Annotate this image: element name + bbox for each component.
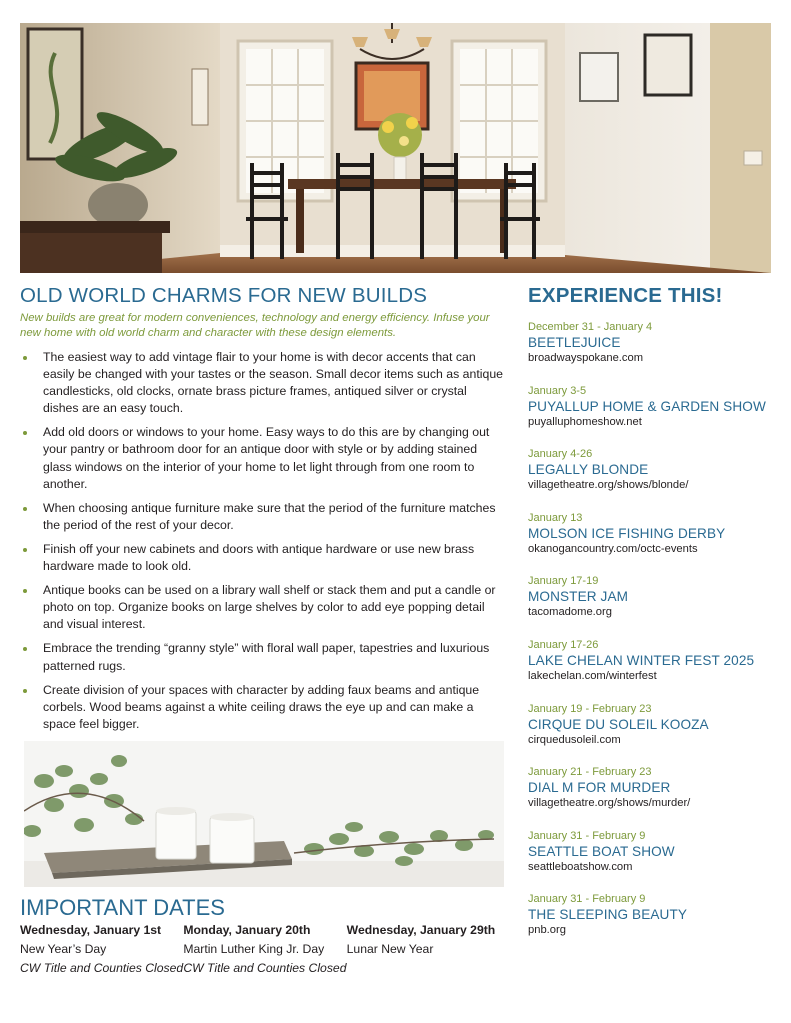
article-intro: New builds are great for modern conveniences, technology and energy efficiency. Infuse your new home with old world charm and character with these design elements. bbox=[20, 312, 490, 339]
date-item bbox=[20, 921, 183, 978]
event-dates: January 19 - February 23 bbox=[528, 702, 652, 715]
event-link[interactable]: tacomadome.org bbox=[528, 606, 612, 619]
event-dates: January 3-5 bbox=[528, 384, 587, 397]
list-item bbox=[20, 582, 505, 633]
important-dates-list bbox=[20, 921, 510, 978]
dining-room-photo bbox=[20, 23, 771, 273]
event-dates: January 4-26 bbox=[528, 448, 593, 461]
event-dates: January 17-19 bbox=[528, 575, 599, 588]
date-item bbox=[183, 921, 346, 978]
event-name: PUYALLUP HOME & GARDEN SHOW bbox=[528, 398, 766, 414]
event-name: BEETLEJUICE bbox=[528, 335, 621, 350]
list-item-text: Create division of your spaces with character by adding faux beams and antique corbels. Wood beams against a white ceiling draws the eye up and can make a space feel bigger. bbox=[43, 682, 480, 731]
date-label: Wednesday, January 29th bbox=[346, 923, 496, 937]
event-item bbox=[528, 320, 778, 384]
event-dates: January 13 bbox=[528, 511, 583, 524]
event-item bbox=[528, 574, 778, 638]
list-item-text: When choosing antique furniture make sure that the period of the furniture matches the period of the rest of your decor. bbox=[43, 500, 496, 532]
event-name: MONSTER JAM bbox=[528, 589, 629, 605]
candles-eucalyptus-photo bbox=[24, 741, 504, 887]
event-name: LAKE CHELAN WINTER FEST 2025 bbox=[528, 652, 755, 668]
event-item bbox=[528, 829, 778, 893]
date-item bbox=[347, 921, 510, 978]
bullet-icon bbox=[23, 431, 27, 435]
events-list bbox=[528, 320, 778, 956]
date-label: Wednesday, January 1st bbox=[20, 923, 162, 937]
event-link[interactable]: villagetheatre.org/shows/blonde/ bbox=[528, 479, 689, 492]
list-item-text: Embrace the trending “granny style” with floral wall paper, tapestries and luxurious patterned rugs. bbox=[43, 641, 490, 673]
event-dates: December 31 - January 4 bbox=[528, 321, 653, 333]
holiday-name: New Year’s Day bbox=[20, 942, 107, 956]
holiday-name: Martin Luther King Jr. Day bbox=[183, 942, 325, 956]
bullet-icon bbox=[23, 589, 27, 593]
list-item-text: Antique books can be used on a library wall shelf or stack them and put a candle or photo on top. Organize books on large shelves by color to add eye popping detail and visual interest. bbox=[43, 583, 496, 632]
event-link[interactable]: broadwayspokane.com bbox=[528, 352, 644, 364]
events-sidebar bbox=[528, 283, 778, 956]
event-item bbox=[528, 765, 778, 829]
event-item bbox=[528, 384, 778, 448]
list-item bbox=[20, 349, 505, 417]
event-item bbox=[528, 638, 778, 702]
event-dates: January 17-26 bbox=[528, 638, 599, 651]
bullet-icon bbox=[23, 356, 27, 360]
bullet-icon bbox=[23, 647, 27, 651]
bullet-icon bbox=[23, 548, 27, 552]
closure-note: CW Title and Counties Closed bbox=[20, 961, 184, 975]
event-name: THE SLEEPING BEAUTY bbox=[528, 907, 688, 923]
event-link[interactable]: pnb.org bbox=[528, 924, 566, 937]
event-dates: January 31 - February 9 bbox=[528, 829, 646, 842]
important-dates bbox=[20, 895, 510, 978]
event-dates: January 31 - February 9 bbox=[528, 893, 646, 906]
event-name: SEATTLE BOAT SHOW bbox=[528, 843, 675, 859]
event-link[interactable]: cirquedusoleil.com bbox=[528, 733, 621, 746]
bullet-icon bbox=[23, 507, 27, 511]
list-item bbox=[20, 682, 505, 733]
event-link[interactable]: lakechelan.com/winterfest bbox=[528, 669, 657, 682]
event-item bbox=[528, 447, 778, 511]
date-label: Monday, January 20th bbox=[183, 923, 311, 937]
article-headline: OLD WORLD CHARMS FOR NEW BUILDS bbox=[20, 284, 428, 307]
list-item-text: Finish off your new cabinets and doors with antique hardware or use new brass hardware made to look old. bbox=[43, 541, 475, 574]
list-item bbox=[20, 500, 505, 534]
event-item bbox=[528, 892, 778, 956]
article bbox=[20, 283, 505, 740]
list-item-text: The easiest way to add vintage flair to your home is with decor accents that can easily be changed with your tastes or the season. Small decor items such as antique candlesticks, old clocks, ornate brass picture frames, antiqued silver or crystal dishes are an easy touch. bbox=[43, 350, 504, 416]
event-item bbox=[528, 702, 778, 766]
experience-title: EXPERIENCE THIS! bbox=[528, 284, 723, 307]
closure-note: CW Title and Counties Closed bbox=[183, 961, 347, 975]
list-item-text: Add old doors or windows to your home. Easy ways to do this are by changing out your pantry or bathroom door for an antique door with style or by adding stained glass windows on the interior of your home to let light through from one room to another. bbox=[43, 425, 490, 491]
event-name: LEGALLY BLONDE bbox=[528, 462, 649, 478]
event-name: MOLSON ICE FISHING DERBY bbox=[528, 525, 726, 541]
event-dates: January 21 - February 23 bbox=[528, 766, 652, 779]
tips-list bbox=[20, 349, 505, 733]
event-link[interactable]: villagetheatre.org/shows/murder/ bbox=[528, 797, 691, 810]
event-link[interactable]: puyalluphomeshow.net bbox=[528, 415, 642, 428]
list-item bbox=[20, 424, 505, 492]
bullet-icon bbox=[23, 689, 27, 693]
event-name: CIRQUE DU SOLEIL KOOZA bbox=[528, 716, 709, 732]
list-item bbox=[20, 640, 505, 674]
event-name: DIAL M FOR MURDER bbox=[528, 780, 671, 796]
important-dates-title: IMPORTANT DATES bbox=[20, 895, 225, 920]
holiday-name: Lunar New Year bbox=[346, 942, 434, 956]
list-item bbox=[20, 541, 505, 575]
event-link[interactable]: okanogancountry.com/octc-events bbox=[528, 542, 698, 555]
event-item bbox=[528, 511, 778, 575]
event-link[interactable]: seattleboatshow.com bbox=[528, 860, 633, 873]
